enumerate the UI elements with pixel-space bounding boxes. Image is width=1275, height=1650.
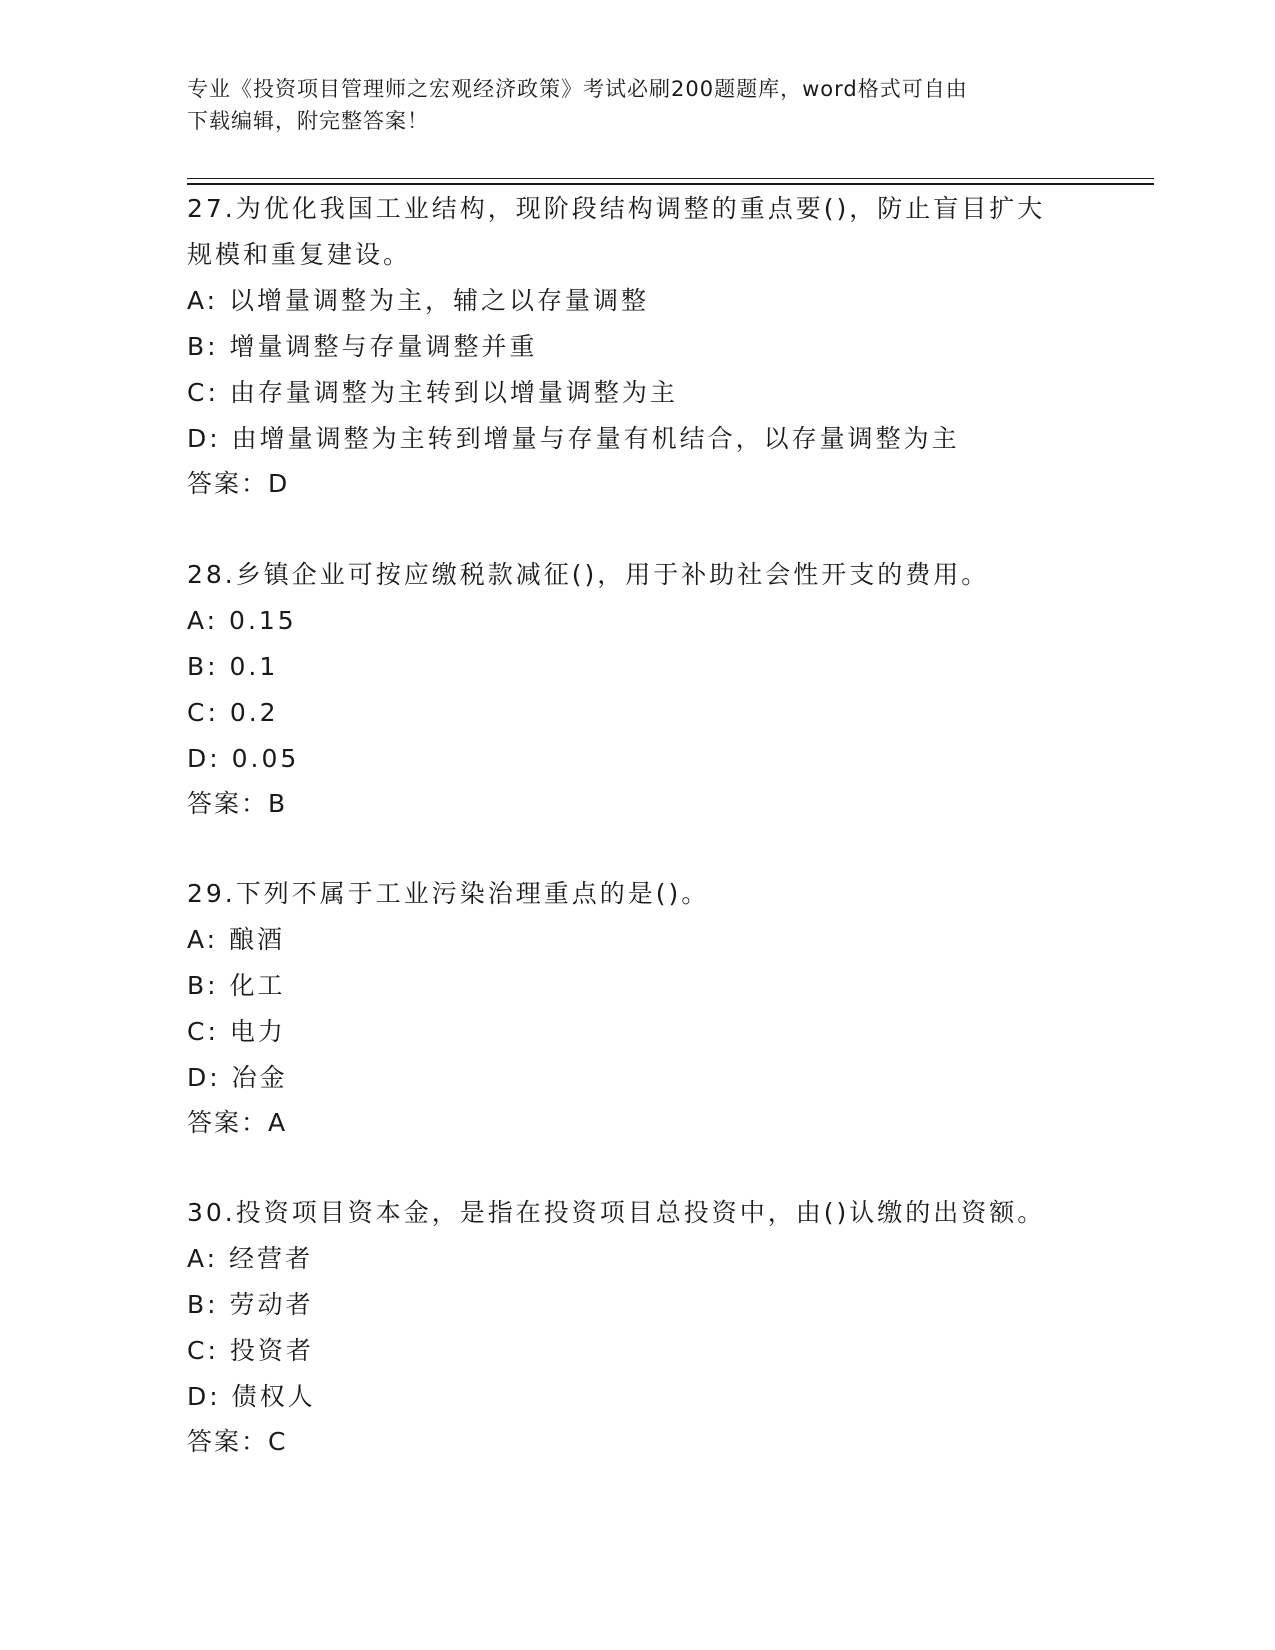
option-d: D: 由增量调整为主转到增量与存量有机结合，以存量调整为主: [187, 424, 960, 453]
answer: 答案：D: [187, 469, 290, 498]
option-c: C: 0.2: [187, 698, 279, 727]
option-d: D: 债权人: [187, 1382, 316, 1411]
option-d: D: 0.05: [187, 744, 300, 773]
header-line-1: 专业《投资项目管理师之宏观经济政策》考试必刷200题题库，word格式可自由: [187, 77, 968, 101]
question-30: [187, 1190, 1107, 1464]
question-stem: 30.投资项目资本金，是指在投资项目总投资中，由()认缴的出资额。: [187, 1198, 1046, 1227]
question-stem: 27.为优化我国工业结构，现阶段结构调整的重点要()，防止盲目扩大: [187, 194, 1046, 223]
document-header: [187, 73, 1087, 137]
option-d: D: 冶金: [187, 1063, 288, 1092]
question-stem: 29.下列不属于工业污染治理重点的是()。: [187, 879, 710, 908]
option-b: B: 劳动者: [187, 1290, 314, 1319]
answer: 答案：B: [187, 789, 288, 818]
option-a: A: 酿酒: [187, 925, 286, 954]
question-27: [187, 186, 1107, 506]
question-stem: 28.乡镇企业可按应缴税款减征()，用于补助社会性开支的费用。: [187, 560, 990, 589]
question-stem-continued: 规模和重复建设。: [187, 240, 412, 269]
option-a: A: 0.15: [187, 606, 297, 635]
answer: 答案：C: [187, 1427, 288, 1456]
question-29: [187, 871, 1107, 1145]
option-a: A: 经营者: [187, 1244, 314, 1273]
header-divider-thin: [187, 178, 1154, 179]
option-b: B: 化工: [187, 971, 286, 1000]
option-b: B: 增量调整与存量调整并重: [187, 332, 538, 361]
answer: 答案：A: [187, 1108, 288, 1137]
header-line-2: 下载编辑，附完整答案！: [187, 109, 429, 133]
question-28: [187, 552, 1107, 826]
header-divider-thick: [187, 183, 1154, 185]
option-c: C: 由存量调整为主转到以增量调整为主: [187, 378, 678, 407]
option-c: C: 电力: [187, 1017, 286, 1046]
option-c: C: 投资者: [187, 1336, 314, 1365]
option-b: B: 0.1: [187, 652, 279, 681]
option-a: A: 以增量调整为主，辅之以存量调整: [187, 286, 650, 315]
